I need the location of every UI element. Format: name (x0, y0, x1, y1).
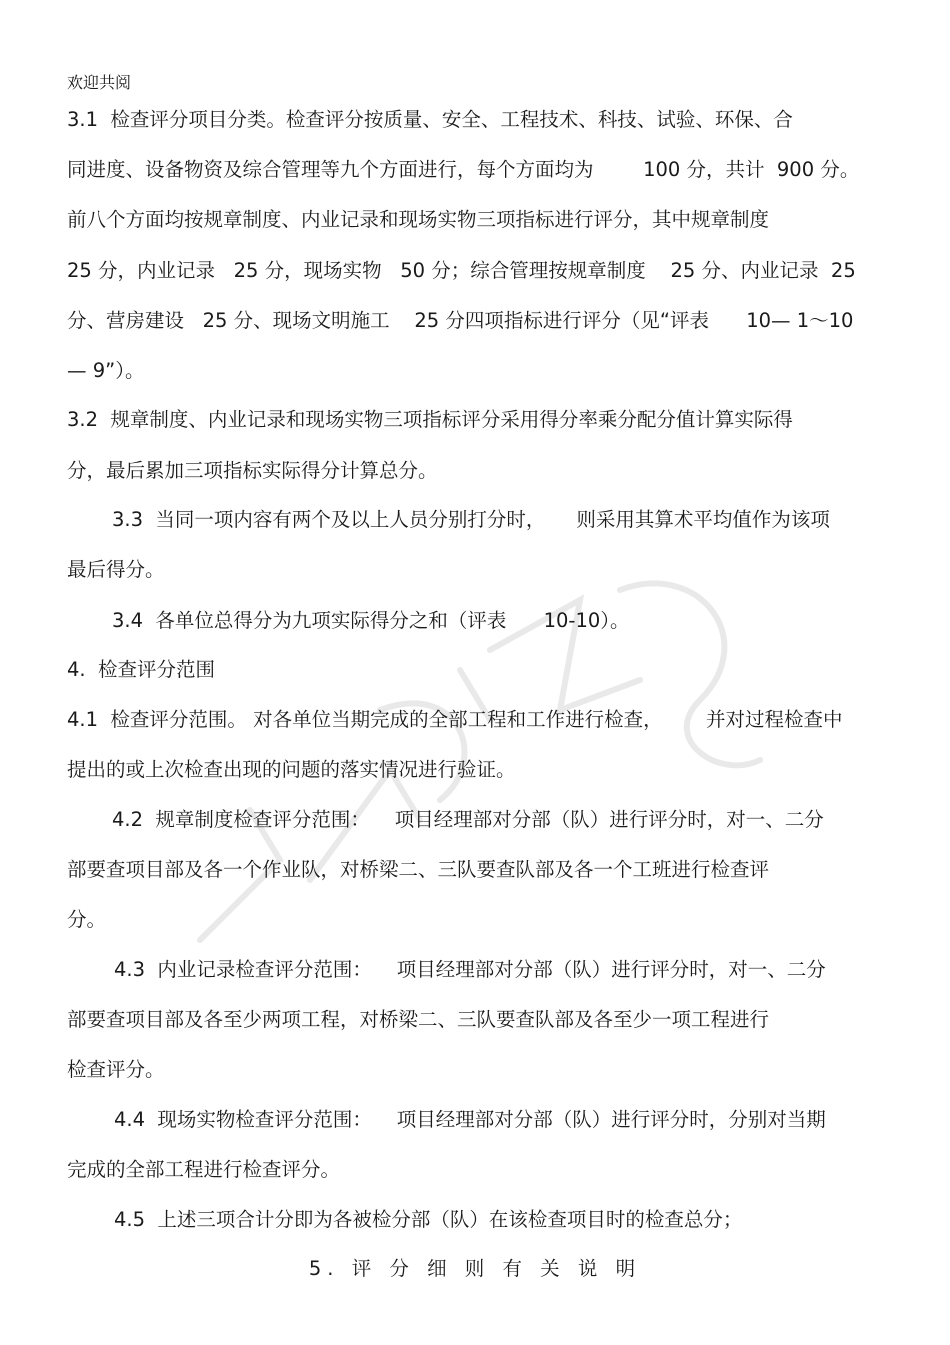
para-3-4: 3.4 各单位总得分为九项实际得分之和（评表 10-10）。 (112, 609, 630, 632)
para-4-2-line-3: 分。 (67, 908, 107, 931)
para-3-1-line-2: 同进度、设备物资及综合管理等九个方面进行，每个方面均为 100 分，共计 900 分。 (67, 158, 860, 181)
section-4-heading: 4. 检查评分范围 (67, 658, 216, 681)
para-3-1-line-1: 3.1 检查评分项目分类。检查评分按质量、安全、工程技术、科技、试验、环保、合 (67, 108, 793, 131)
para-3-1-line-6: — 9”）。 (67, 359, 145, 382)
para-4-3-line-2: 部要查项目部及各至少两项工程，对桥梁二、三队要查队部及各至少一项工程进行 (67, 1008, 770, 1031)
para-3-2-line-1: 3.2 规章制度、内业记录和现场实物三项指标评分采用得分率乘分配分值计算实际得 (67, 408, 793, 431)
para-3-1-line-5: 分、营房建设 25 分、现场文明施工 25 分四项指标进行评分（见“评表 10— 1～10 (67, 309, 854, 332)
para-4-1-line-2: 提出的或上次检查出现的问题的落实情况进行验证。 (67, 758, 516, 781)
para-3-3-line-1: 3.3 当同一项内容有两个及以上人员分别打分时， 则采用其算术平均值作为该项 (112, 508, 830, 531)
para-3-1-line-4: 25 分，内业记录 25 分，现场实物 50 分；综合管理按规章制度 25 分、内业记录 25 (67, 259, 856, 282)
section-5-heading: 5. 评 分 细 则 有 关 说 明 (308, 1257, 642, 1280)
para-4-1-line-1: 4.1 检查评分范围。 对各单位当期完成的全部工程和工作进行检查， 并对过程检查中 (67, 708, 843, 731)
para-3-1-line-3: 前八个方面均按规章制度、内业记录和现场实物三项指标进行评分，其中规章制度 (67, 208, 770, 231)
para-3-3-line-2: 最后得分。 (67, 558, 165, 581)
para-4-3-line-3: 检查评分。 (67, 1058, 165, 1081)
para-4-3-line-1: 4.3 内业记录检查评分范围： 项目经理部对分部（队）进行评分时，对一、二分 (114, 958, 826, 981)
page-header: 欢迎共阅 (67, 73, 132, 92)
para-3-2-line-2: 分，最后累加三项指标实际得分计算总分。 (67, 459, 438, 482)
para-4-5: 4.5 上述三项合计分即为各被检分部（队）在该检查项目时的检查总分； (114, 1208, 743, 1231)
para-4-2-line-1: 4.2 规章制度检查评分范围： 项目经理部对分部（队）进行评分时，对一、二分 (112, 808, 824, 831)
para-4-4-line-2: 完成的全部工程进行检查评分。 (67, 1158, 341, 1181)
para-4-2-line-2: 部要查项目部及各一个作业队，对桥梁二、三队要查队部及各一个工班进行检查评 (67, 858, 770, 881)
para-4-4-line-1: 4.4 现场实物检查评分范围： 项目经理部对分部（队）进行评分时，分别对当期 (114, 1108, 826, 1131)
